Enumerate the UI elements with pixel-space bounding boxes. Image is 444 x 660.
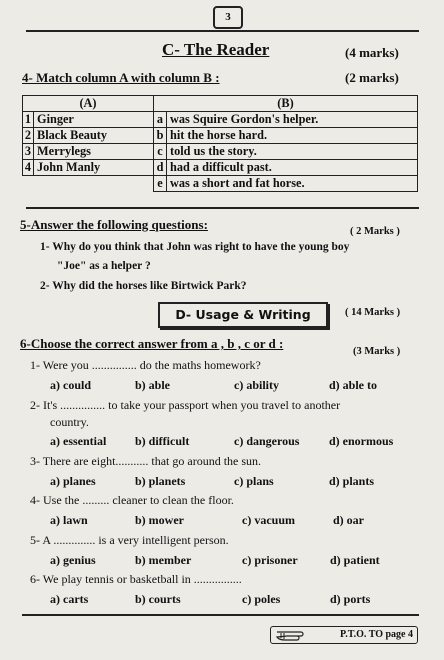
question-5-stem: 5- A .............. is a very intelligent person.: [30, 533, 229, 547]
table-row: [23, 176, 418, 192]
option-d: d) enormous: [329, 434, 394, 448]
question-4-stem: 4- Use the ......... cleaner to clean the floor.: [30, 493, 234, 507]
section-c-title: C- The Reader: [162, 40, 270, 59]
column-b-cell: told us the story.: [167, 144, 418, 160]
column-a-cell: Merrylegs: [34, 144, 154, 160]
row-number: 2: [23, 128, 34, 144]
option-a: a) essential: [50, 434, 107, 448]
bottom-rule: [22, 614, 419, 616]
option-b: b) mower: [135, 513, 184, 527]
option-a: a) lawn: [50, 513, 88, 527]
column-a-cell: Ginger: [34, 112, 154, 128]
q5-question-1: 1- Why do you think that John was right to have the young boy: [40, 241, 350, 253]
row-number: 1: [23, 112, 34, 128]
pointing-hand-icon: [275, 628, 315, 647]
option-c: c) vacuum: [242, 513, 295, 527]
option-d: d) able to: [329, 378, 377, 392]
row-letter: c: [154, 144, 167, 160]
divider: [26, 207, 419, 209]
q5-title: 5-Answer the following questions:: [20, 217, 208, 232]
option-b: b) planets: [135, 474, 186, 488]
column-b-cell: had a difficult past.: [167, 160, 418, 176]
table-row: [23, 128, 418, 144]
option-d: d) plants: [329, 474, 375, 488]
option-a: a) carts: [50, 592, 89, 606]
table-row: [23, 160, 418, 176]
question-2-stem: 2- It's ............... to take your passport when you travel to another: [30, 398, 341, 412]
top-rule: [26, 30, 419, 32]
option-d: d) ports: [330, 592, 371, 606]
table-header-row: [23, 96, 418, 112]
question-1-stem: 1- Were you ............... do the maths homework?: [30, 358, 261, 372]
option-c: c) dangerous: [234, 434, 300, 448]
option-a: a) could: [50, 378, 92, 392]
option-b: b) courts: [135, 592, 181, 606]
q5-marks: ( 2 Marks ): [350, 226, 400, 237]
q4-title: 4- Match column A with column B :: [22, 70, 220, 85]
row-number: [23, 176, 34, 192]
option-c: c) poles: [242, 592, 281, 606]
section-c-marks: (4 marks): [345, 45, 399, 60]
option-a: a) genius: [50, 553, 96, 567]
q4-marks: (2 marks): [345, 70, 399, 85]
row-letter: d: [154, 160, 167, 176]
q6-marks: (3 Marks ): [353, 346, 401, 357]
option-d: d) patient: [330, 553, 380, 567]
option-b: b) difficult: [135, 434, 190, 448]
row-letter: a: [154, 112, 167, 128]
option-a: a) planes: [50, 474, 96, 488]
question-2-stem-cont: country.: [50, 415, 89, 429]
q6-title: 6-Choose the correct answer from a , b , c or d :: [20, 336, 284, 351]
pto-box: [270, 626, 418, 644]
row-number: 4: [23, 160, 34, 176]
column-a-cell: [34, 176, 154, 192]
row-number: 3: [23, 144, 34, 160]
option-c: c) plans: [234, 474, 274, 488]
table-row: [23, 144, 418, 160]
table-row: [23, 112, 418, 128]
match-table: [22, 95, 418, 192]
col-a-header: (A): [23, 96, 154, 112]
question-3-stem: 3- There are eight........... that go around the sun.: [30, 454, 262, 468]
q5-question-2: 2- Why did the horses like Birtwick Park?: [40, 280, 247, 292]
q5-question-1-cont: "Joe" as a helper ?: [57, 260, 151, 272]
option-d: d) oar: [333, 513, 364, 527]
page-number: 3: [213, 6, 243, 29]
question-6-stem: 6- We play tennis or basketball in ................: [30, 572, 242, 586]
column-b-cell: hit the horse hard.: [167, 128, 418, 144]
section-d-marks: ( 14 Marks ): [345, 307, 401, 318]
row-letter: b: [154, 128, 167, 144]
option-c: c) ability: [234, 378, 279, 392]
option-b: b) member: [135, 553, 192, 567]
row-letter: e: [154, 176, 167, 192]
column-a-cell: John Manly: [34, 160, 154, 176]
option-b: b) able: [135, 378, 171, 392]
column-b-cell: was a short and fat horse.: [167, 176, 418, 192]
option-c: c) prisoner: [242, 553, 298, 567]
section-d-title: D- Usage & Writing: [158, 302, 328, 328]
column-a-cell: Black Beauty: [34, 128, 154, 144]
column-b-cell: was Squire Gordon's helper.: [167, 112, 418, 128]
pto-text: P.T.O. TO page 4: [340, 629, 413, 640]
col-b-header: (B): [154, 96, 418, 112]
